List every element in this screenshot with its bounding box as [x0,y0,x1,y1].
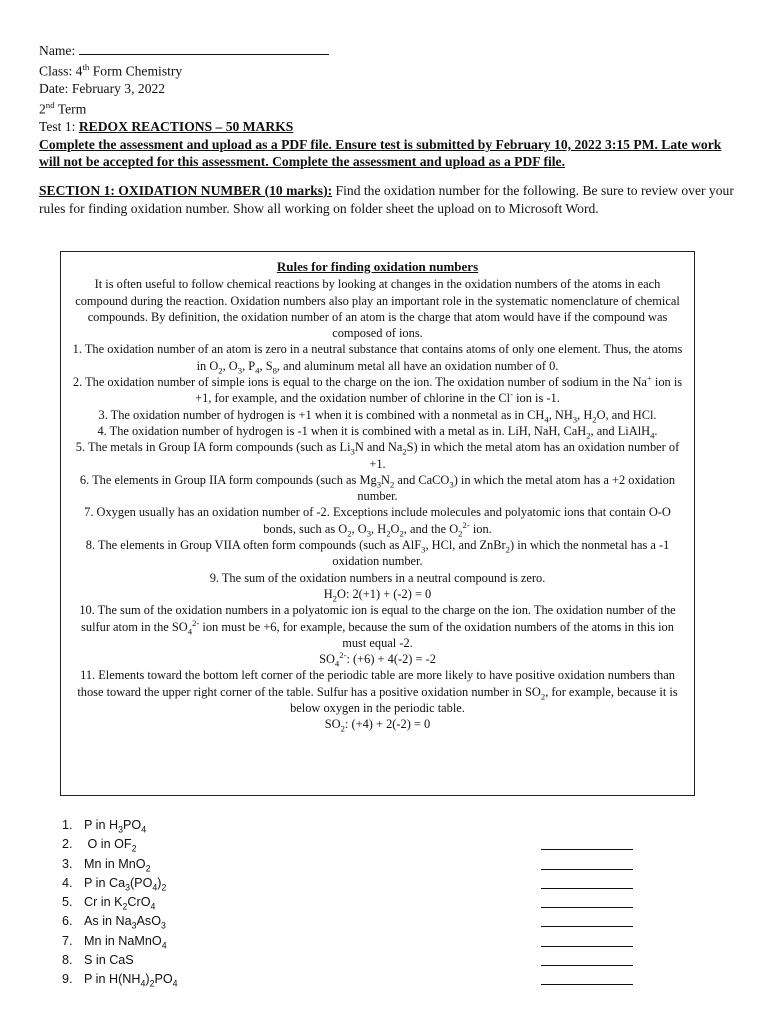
text-run: , for example, because it is below oxygen in the periodic table. [290,684,678,716]
text-run: , P [242,358,256,373]
text-run: P in Ca [84,875,126,890]
subscript: 2 [586,430,591,441]
question-item [62,932,652,951]
question-number: 2. [62,837,73,852]
question-number: 4. [62,875,73,890]
text-run: ) in which the nonmetal has a -1 oxidation number. [332,538,670,569]
rule-item [71,537,684,570]
subscript: 2 [340,723,345,734]
question-item [62,912,652,931]
text-run: O in OF [84,837,132,852]
question-text [84,856,151,874]
question-text [84,837,137,854]
section1-text: Find the oxidation number for the following. Be sure to review over your rules for finding oxidation number. Show all working on folder sheet the upload on to Microsoft Word. [39,182,734,216]
text-run: , NH [548,407,573,422]
text-run: , HCl, and ZnBr [425,538,506,553]
text-run: (PO [129,875,153,890]
question-text [84,953,134,967]
text-run: . [654,423,658,438]
question-item [62,893,652,912]
superscript: 2- [462,519,470,530]
test-title: REDOX REACTIONS – 50 MARKS [78,119,294,135]
text-run: P in H [84,818,119,832]
question-item [62,874,652,893]
question-text [84,895,156,912]
text-run: 10. The sum of the oxidation numbers in a polyatomic ion is equal to the charge on the ion. The oxidation number of the sulfur atom in the SO [79,603,676,634]
subscript: 2 [399,528,404,539]
rule-item [71,602,684,651]
text-run: O, and HCl. [596,407,657,422]
answer-blank[interactable] [541,984,633,985]
question-number: 1. [62,818,73,832]
text-run: , and LiAlH [590,423,651,438]
text-run: 4. The oxidation number of hydrogen is -1 when it is combined with a metal as in. LiH, NaH, CaH [97,423,587,438]
subscript: 4 [650,430,655,441]
text-run: 1. The oxidation number of an atom is zero in a neutral substance that contains atoms of only one element. Thus, the atoms in O [72,342,683,373]
rule-item [71,667,684,716]
text-run: SO [319,652,335,667]
answer-blank[interactable] [541,965,633,966]
question-item [62,835,652,854]
subscript: 2 [458,528,463,539]
instructions: Complete the assessment and upload as a PDF file. Ensure test is submitted by February 10, 2022 3:15 PM. Late work will not be accepted for this assessment. Complete the assessment and upload as a PDF file. [39,136,722,169]
rule-item [71,341,684,374]
text-run: ) [145,972,150,987]
question-text [84,818,147,835]
class-label: Class: 4 [39,63,83,79]
subscript: 4 [152,882,158,893]
subscript: 3 [161,921,166,931]
superscript: - [510,389,514,400]
text-run: 8. The elements in Group VIIA often form compounds (such as AlF [85,538,422,553]
text-run: S) in which the metal atom has an oxidation number of +1. [369,440,680,471]
rule-item [71,570,684,586]
question-item [62,816,652,835]
text-run: 11. Elements toward the bottom left corner of the periodic table are more likely to have positive oxidation numbers than those toward the upper right corner of the table. Sulfur has a positive oxidation number in SO [77,668,675,699]
text-run: , O [351,521,367,536]
name-label: Name: [39,43,76,58]
text-run: PO [122,818,142,832]
subscript: 3 [125,882,130,893]
name-line [39,42,739,59]
subscript: 4 [141,824,147,835]
text-run: , H [371,521,387,536]
text-run: , H [577,407,593,422]
text-run: : (+4) + 2(-2) = 0 [344,717,431,732]
subscript: 2 [131,843,137,854]
test-prefix: Test 1: [39,119,79,135]
question-text [84,972,178,989]
subscript: 2 [218,365,223,376]
answer-blank[interactable] [541,849,633,850]
subscript: 4 [334,658,340,669]
text-run: , O [222,358,238,373]
subscript: 4 [187,626,193,636]
subscript: 3 [131,921,137,931]
text-run: P in H(NH [84,972,141,987]
document-page [39,42,739,218]
text-run: : (+6) + 4(-2) = -2 [346,652,436,667]
text-run: As in Na [84,914,132,929]
superscript: 2- [339,650,347,660]
text-run: N and Na [354,440,403,455]
term-num: 2 [39,101,46,117]
question-number: 6. [62,914,73,929]
text-run: PO [154,972,173,987]
subscript: 2 [402,446,407,457]
subscript: 2 [386,528,391,539]
subscript: 4 [140,978,146,989]
subscript: 2 [347,528,352,539]
subscript: 2 [592,414,597,425]
class-line [39,59,739,80]
superscript: + [646,372,652,383]
text-run: ion must be +6, for example, because the sum of the oxidation numbers of the atoms in this ion must equal -2. [199,619,674,650]
question-number: 3. [62,856,73,871]
text-run: 3. The oxidation number of hydrogen is +1 when it is combined with a nonmetal as in CH [98,407,545,422]
answer-blank[interactable] [541,888,633,889]
text-run: O: 2(+1) + (-2) = 0 [337,586,432,601]
question-list [62,816,652,990]
text-run: ion. [469,521,492,536]
question-item [62,951,652,970]
text-run: H [323,586,333,601]
subscript: 4 [172,978,178,989]
rule-item [71,651,684,667]
text-run: , and aluminum metal all have an oxidation number of 0. [276,358,559,373]
subscript: 4 [161,940,167,951]
question-text [84,914,166,931]
subscript: 4 [255,365,260,376]
text-run: Mn in MnO [84,856,146,871]
text-run: CrO [127,895,151,910]
subscript: 2 [161,882,167,893]
subscript: 8 [272,365,277,376]
text-run: 9. The sum of the oxidation numbers in a neutral compound is zero. [209,570,546,585]
question-item [62,855,652,874]
question-number: 7. [62,933,73,948]
text-run: , S [259,358,273,373]
subscript: 3 [376,479,382,490]
subscript: 2 [149,978,155,989]
subscript: 3 [237,365,243,376]
subscript: 3 [449,479,454,490]
text-run: ) in which the metal atom has a +2 oxidation number. [357,472,676,504]
question-number: 9. [62,972,73,987]
text-run: N [381,472,390,487]
text-run: 2. The oxidation number of simple ions is equal to the charge on the ion. The oxidation number of sodium in the Na [72,375,647,390]
text-run: S in CaS [84,953,134,968]
class-sup: th [82,62,90,73]
superscript: 2- [192,617,200,628]
text-run: Cr in K [84,895,123,910]
rule-item [71,439,684,472]
subscript: 2 [122,901,128,912]
subscript: 3 [350,446,355,457]
question-text [84,933,167,951]
rule-item [71,504,684,537]
text-run: ) [157,875,162,890]
subscript: 2 [505,544,510,555]
term-line [39,97,739,118]
subscript: 3 [572,414,578,425]
text-run: AsO [136,914,162,929]
text-run: 6. The elements in Group IIA form compounds (such as Mg [79,472,377,487]
name-blank[interactable] [79,42,329,55]
rule-item [71,472,684,505]
test-line [39,118,739,135]
term-sup: nd [45,100,55,111]
text-run: Mn in NaMnO [84,933,162,948]
section1-heading: SECTION 1: OXIDATION NUMBER (10 marks): [39,182,333,198]
term-rest: Term [54,101,87,117]
question-item [62,970,652,989]
class-rest: Form Chemistry [89,63,183,79]
text-run: , and the O [403,521,459,536]
date-line: Date: February 3, 2022 [39,81,166,97]
answer-blank[interactable] [541,926,633,927]
subscript: 4 [544,414,549,425]
text-run: SO [324,717,341,732]
question-text [84,875,167,893]
text-run: and CaCO [394,472,450,487]
answer-blank[interactable] [541,869,633,870]
answer-blank[interactable] [541,907,633,908]
subscript: 4 [150,901,156,912]
subscript: 2 [389,479,395,490]
text-run: 7. Oxygen usually has an oxidation number of -2. Exceptions include molecules and polyatomic ions that contain O-O bonds, such as O [84,505,671,536]
subscript: 2 [145,863,151,874]
question-number: 8. [62,953,73,968]
subscript: 3 [366,528,372,539]
rule-item [71,716,684,732]
text-run: 5. The metals in Group IA form compounds (such as Li [75,440,351,455]
question-number: 5. [62,895,73,910]
rules-title: Rules for finding oxidation numbers [276,259,479,274]
answer-blank[interactable] [541,946,633,947]
subscript: 3 [118,824,123,835]
subscript: 2 [332,593,337,604]
rules-intro: It is often useful to follow chemical reactions by looking at changes in the oxidation numbers of the atoms in each compound during the reaction. Oxidation numbers also play an important role in the systematic nomenclature of chemical compounds. By definition, the oxidation number of an atom is the charge that atom would have if the compound was composed of ions. [75,277,680,341]
subscript: 3 [421,544,426,555]
rules-box [60,251,695,796]
rule-item [71,374,684,407]
text-run: ion is -1. [513,391,560,406]
text-run: O [390,521,400,536]
section1 [39,182,739,219]
rule-item [71,423,684,439]
rule-item [71,586,684,602]
text-run: ion is +1, for example, and the oxidation number of chlorine in the Cl [195,375,683,406]
subscript: 2 [540,691,546,702]
rules-list [71,341,684,732]
rule-item [71,407,684,423]
